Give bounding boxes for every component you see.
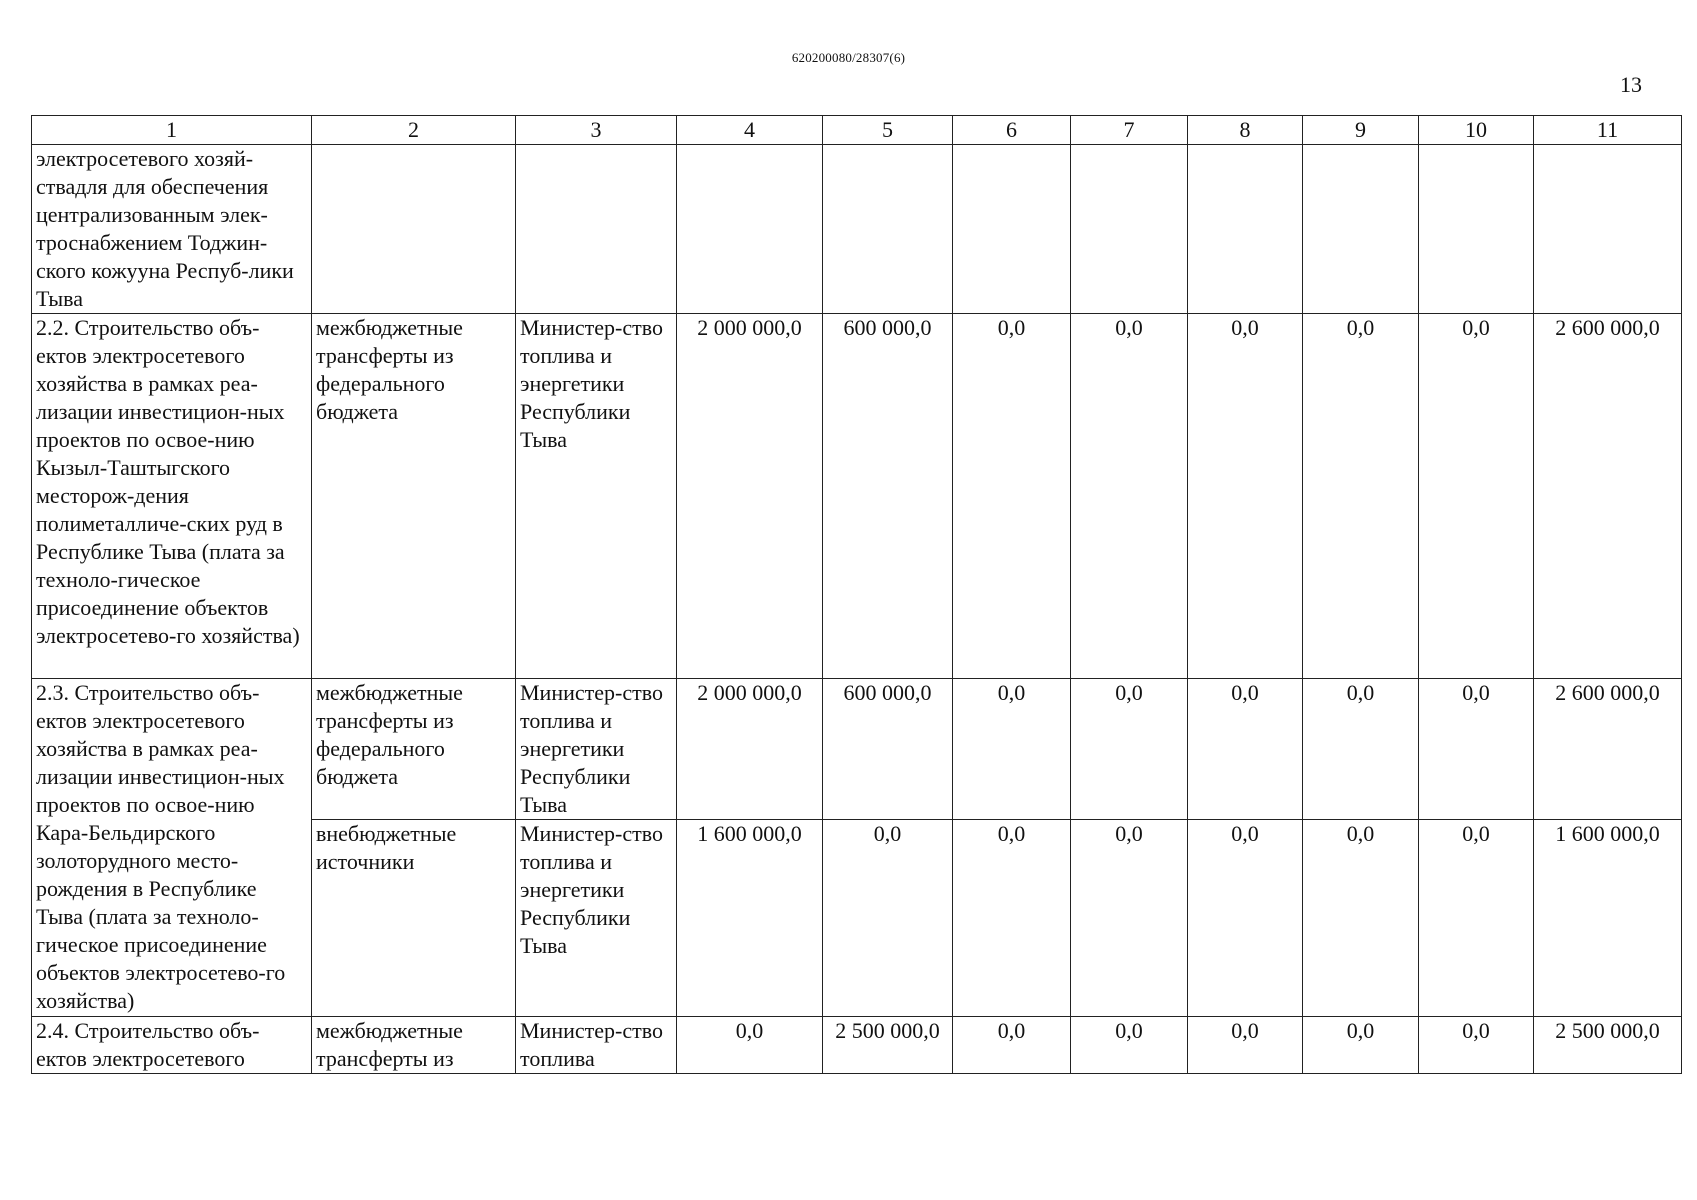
funding-source-cell: внебюджетные источники [312,820,516,1017]
executor-cell: Министер-ство топлива и энергетики Республики Тыва [516,679,677,820]
column-header: 9 [1303,116,1419,145]
program-table [31,115,1682,1074]
executor-cell: Министер-ство топлива [516,1017,677,1074]
value-cell [1071,145,1188,314]
column-header: 11 [1534,116,1682,145]
value-cell: 0,0 [1303,314,1419,679]
table-row [32,145,1682,314]
value-cell [1303,145,1419,314]
value-cell: 0,0 [1419,679,1534,820]
value-cell: 0,0 [677,1017,823,1074]
column-header: 7 [1071,116,1188,145]
value-cell: 0,0 [1071,1017,1188,1074]
value-cell: 0,0 [1303,820,1419,1017]
value-cell: 0,0 [1188,314,1303,679]
table-row [32,679,1682,820]
funding-source-cell: межбюджетные трансферты из [312,1017,516,1074]
document-id: 620200080/28307(6) [791,50,906,65]
total-cell: 2 600 000,0 [1534,679,1682,820]
table-row [32,1017,1682,1074]
value-cell: 0,0 [1071,679,1188,820]
measure-name-cell: 2.3. Строительство объ-ектов электросетевого хозяйства в рамках реа-лизации инвестицион-ных проектов по освое-нию Кара-Бельдирского золоторудного место-рождения в Республике Тыва (плата за техноло-гическое присоединение объектов электросетево-го хозяйства) [32,679,312,1017]
value-cell: 600 000,0 [823,679,953,820]
value-cell [1188,145,1303,314]
total-cell [1534,145,1682,314]
column-header: 2 [312,116,516,145]
total-cell: 2 600 000,0 [1534,314,1682,679]
measure-name-cell: 2.2. Строительство объ-ектов электросетевого хозяйства в рамках реа-лизации инвестицион-ных проектов по освое-нию Кызыл-Таштыгского месторож-дения полиметалличе-ских руд в Республике Тыва (плата за техноло-гическое присоединение объектов электросетево-го хозяйства) [32,314,312,679]
value-cell: 0,0 [1419,820,1534,1017]
value-cell: 0,0 [1419,314,1534,679]
value-cell [823,145,953,314]
executor-cell: Министер-ство топлива и энергетики Республики Тыва [516,314,677,679]
value-cell: 0,0 [1419,1017,1534,1074]
total-cell: 2 500 000,0 [1534,1017,1682,1074]
funding-source-cell: межбюджетные трансферты из федерального бюджета [312,679,516,820]
measure-name-cell: электросетевого хозяй-ствадля для обеспечения централизованным элек-троснабжением Тоджин-ского кожууна Респуб-лики Тыва [32,145,312,314]
total-cell: 1 600 000,0 [1534,820,1682,1017]
value-cell: 2 500 000,0 [823,1017,953,1074]
value-cell: 0,0 [1188,820,1303,1017]
column-header: 5 [823,116,953,145]
column-header: 1 [32,116,312,145]
measure-name-cell: 2.4. Строительство объ-ектов электросетевого [32,1017,312,1074]
column-header: 4 [677,116,823,145]
column-header: 6 [953,116,1071,145]
column-header: 10 [1419,116,1534,145]
funding-source-cell [312,145,516,314]
value-cell: 0,0 [823,820,953,1017]
value-cell: 0,0 [1303,1017,1419,1074]
column-header: 3 [516,116,677,145]
executor-cell [516,145,677,314]
value-cell: 600 000,0 [823,314,953,679]
value-cell [1419,145,1534,314]
column-number-row [32,116,1682,145]
value-cell: 1 600 000,0 [677,820,823,1017]
value-cell: 0,0 [953,820,1071,1017]
table-row [32,314,1682,679]
value-cell: 0,0 [1071,314,1188,679]
value-cell: 2 000 000,0 [677,314,823,679]
value-cell: 0,0 [1303,679,1419,820]
value-cell: 0,0 [1188,679,1303,820]
value-cell: 0,0 [953,679,1071,820]
value-cell: 0,0 [1071,820,1188,1017]
column-header: 8 [1188,116,1303,145]
funding-source-cell: межбюджетные трансферты из федерального бюджета [312,314,516,679]
value-cell: 0,0 [953,1017,1071,1074]
value-cell: 0,0 [1188,1017,1303,1074]
value-cell [677,145,823,314]
value-cell: 2 000 000,0 [677,679,823,820]
value-cell [953,145,1071,314]
executor-cell: Министер-ство топлива и энергетики Республики Тыва [516,820,677,1017]
value-cell: 0,0 [953,314,1071,679]
page-number: 13 [1620,72,1642,97]
